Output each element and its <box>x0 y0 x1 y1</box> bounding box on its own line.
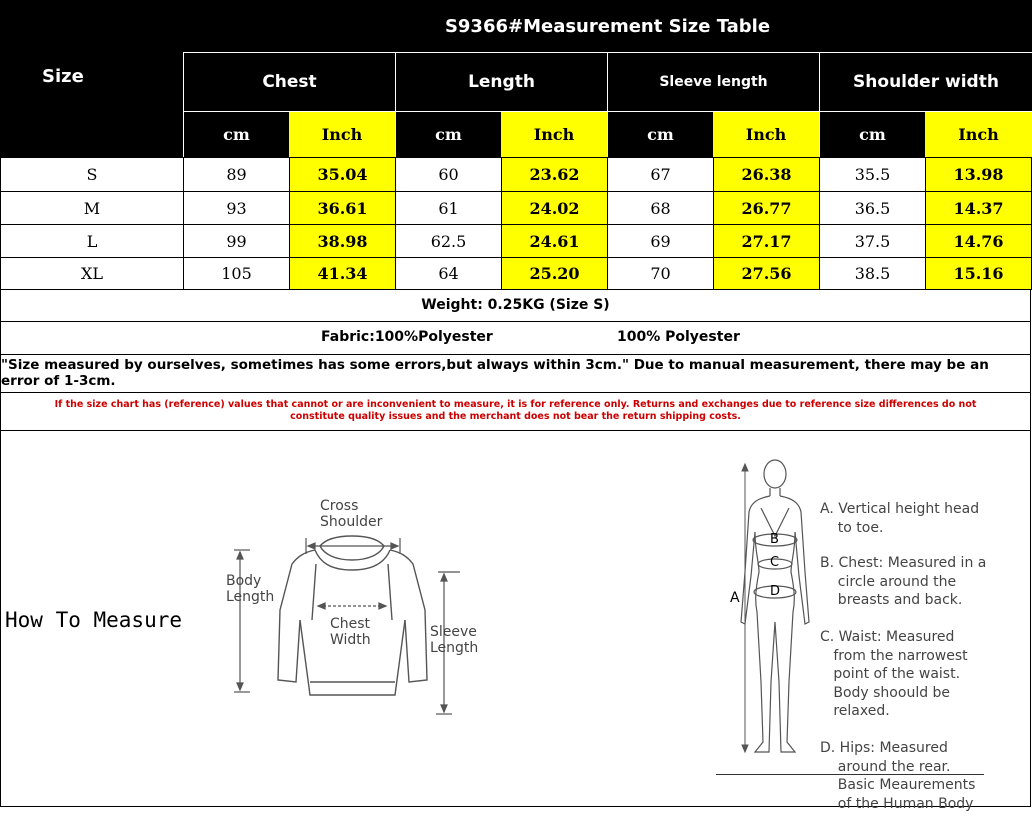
group-header-length: Length <box>395 53 607 111</box>
cm-value-cell: 37.5 <box>819 224 926 258</box>
size-header: Size <box>0 0 183 157</box>
cm-value-cell: 67 <box>607 157 714 192</box>
body-marker-d: D <box>770 584 781 599</box>
inch-value-cell: 24.61 <box>501 224 608 258</box>
unit-header-inch: Inch <box>925 112 1032 157</box>
fabric-value: 100% Polyester <box>617 329 740 345</box>
fabric-row <box>0 321 1031 355</box>
cm-value-cell: 36.5 <box>819 191 926 225</box>
cm-value-cell: 105 <box>183 257 290 290</box>
inch-value-cell: 27.56 <box>713 257 820 290</box>
cm-value-cell: 35.5 <box>819 157 926 192</box>
group-header-sleeve-length: Sleeve length <box>607 53 819 111</box>
weight-row: Weight: 0.25KG (Size S) <box>0 289 1031 322</box>
inch-value-cell: 13.98 <box>925 157 1032 192</box>
unit-header-cm: cm <box>607 112 713 157</box>
fabric-label: Fabric:100%Polyester <box>321 329 493 345</box>
unit-header-cm: cm <box>395 112 501 157</box>
cm-value-cell: 64 <box>395 257 502 290</box>
how-to-measure-heading: How To Measure <box>5 608 183 632</box>
body-note-c: C. Waist: Measured from the narrowest point of the waist. Body shoould be relaxed. <box>820 629 968 719</box>
disclaimer-line-1: If the size chart has (reference) values that cannot or are inconvenient to measure, it is for reference only. Returns and exchanges due to reference size differences do not <box>54 399 977 410</box>
body-length-label: Body Length <box>226 573 275 605</box>
inch-value-cell: 26.38 <box>713 157 820 192</box>
inch-value-cell: 25.20 <box>501 257 608 290</box>
unit-header-inch: Inch <box>289 112 395 157</box>
cm-value-cell: 99 <box>183 224 290 258</box>
inch-value-cell: 14.37 <box>925 191 1032 225</box>
cm-value-cell: 93 <box>183 191 290 225</box>
group-header-chest: Chest <box>183 53 395 111</box>
group-header-shoulder-width: Shoulder width <box>819 53 1032 111</box>
inch-value-cell: 14.76 <box>925 224 1032 258</box>
chest-width-label: Chest Width <box>330 616 371 648</box>
cm-value-cell: 89 <box>183 157 290 192</box>
inch-value-cell: 27.17 <box>713 224 820 258</box>
cm-value-cell: 69 <box>607 224 714 258</box>
table-title: S9366#Measurement Size Table <box>183 0 1032 52</box>
size-cell: XL <box>0 257 184 290</box>
inch-value-cell: 23.62 <box>501 157 608 192</box>
inch-value-cell: 38.98 <box>289 224 396 258</box>
cm-value-cell: 68 <box>607 191 714 225</box>
unit-header-inch: Inch <box>501 112 607 157</box>
cm-value-cell: 61 <box>395 191 502 225</box>
body-note-d: D. Hips: Measured around the rear. Basic Meaurements of the Human Body <box>820 740 976 812</box>
disclaimer-row <box>0 392 1031 431</box>
body-note-a: A. Vertical height head to toe. <box>820 501 980 536</box>
inch-value-cell: 36.61 <box>289 191 396 225</box>
cm-value-cell: 60 <box>395 157 502 192</box>
unit-header-inch: Inch <box>713 112 819 157</box>
body-marker-a: A <box>730 590 740 606</box>
disclaimer-line-2: constitute quality issues and the merchant does not bear the return shipping costs. <box>290 411 741 422</box>
unit-header-cm: cm <box>183 112 289 157</box>
inch-value-cell: 26.77 <box>713 191 820 225</box>
measurement-note-row: "Size measured by ourselves, sometimes has some errors,but always within 3cm." Due to manual measurement, there may be an error of 1-3cm. <box>0 354 1031 393</box>
body-note-b: B. Chest: Measured in a circle around the breasts and back. <box>820 555 987 608</box>
cm-value-cell: 70 <box>607 257 714 290</box>
cm-value-cell: 62.5 <box>395 224 502 258</box>
size-cell: S <box>0 157 184 192</box>
unit-header-cm: cm <box>819 112 925 157</box>
size-cell: L <box>0 224 184 258</box>
cm-value-cell: 38.5 <box>819 257 926 290</box>
inch-value-cell: 35.04 <box>289 157 396 192</box>
inch-value-cell: 24.02 <box>501 191 608 225</box>
inch-value-cell: 15.16 <box>925 257 1032 290</box>
body-marker-b: B <box>770 532 779 547</box>
cross-shoulder-label: Cross Shoulder <box>320 498 383 530</box>
sleeve-length-label: Sleeve Length <box>430 624 479 656</box>
body-measure-diagram <box>725 452 825 772</box>
body-marker-c: C <box>770 555 780 570</box>
inch-value-cell: 41.34 <box>289 257 396 290</box>
header-divider <box>183 52 1032 53</box>
size-cell: M <box>0 191 184 225</box>
